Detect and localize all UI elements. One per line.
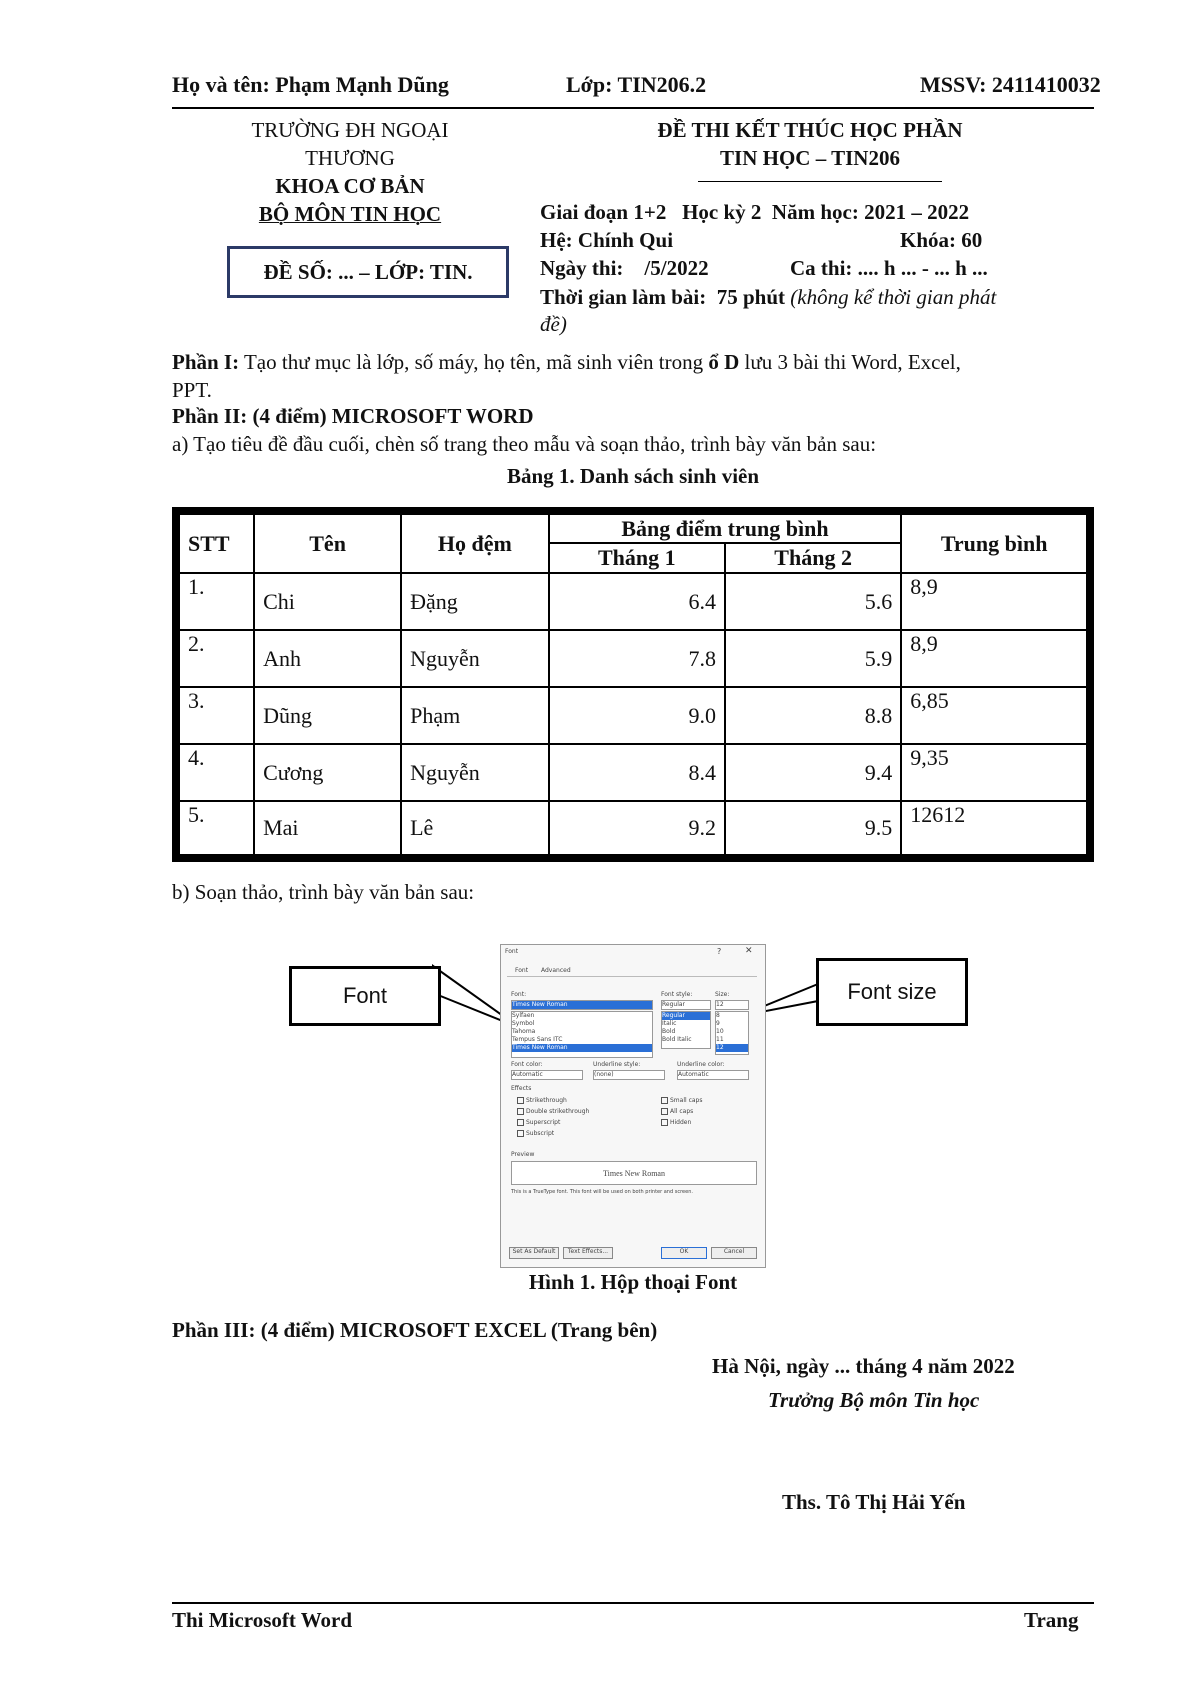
callout-font	[289, 966, 441, 1026]
cell-hodem: Phạm	[401, 687, 549, 744]
underline-color-value: Automatic	[678, 1071, 709, 1078]
cell-stt: 5.	[176, 801, 254, 858]
footer-left: Thi Microsoft Word	[172, 1608, 353, 1632]
callout-font-label: Font	[342, 983, 388, 1008]
part1-text: Tạo thư mục là lớp, số máy, họ tên, mã sinh viên trong	[239, 350, 709, 374]
department: BỘ MÔN TIN HỌC	[258, 202, 442, 226]
duration-label: Thời gian làm bài: 75 phút	[540, 285, 791, 309]
cell-ten: Mai	[254, 801, 401, 858]
part2-b: b) Soạn thảo, trình bày văn bản sau:	[172, 880, 475, 904]
underline-value: (none)	[594, 1071, 614, 1078]
cell-ten: Chi	[254, 573, 401, 630]
size-input[interactable]	[715, 1000, 749, 1010]
font-list-item[interactable]: Sylfaen	[512, 1012, 535, 1019]
callout-font-size-label: Font size	[847, 979, 937, 1004]
style-list[interactable]	[661, 1011, 711, 1049]
cell-avg: 8,9	[901, 630, 1090, 687]
signature-date: Hà Nội, ngày ... tháng 4 năm 2022	[712, 1354, 1015, 1378]
underline-label: Underline style:	[593, 1061, 641, 1068]
font-input[interactable]	[511, 1000, 653, 1010]
part3-title: Phần III: (4 điểm) MICROSOFT EXCEL (Trang bên)	[172, 1318, 658, 1342]
cell-month1: 6.4	[549, 573, 725, 630]
cancel-button[interactable]: Cancel	[711, 1247, 757, 1259]
cell-ten: Dũng	[254, 687, 401, 744]
font-label: Font:	[511, 991, 527, 998]
cell-ten: Anh	[254, 630, 401, 687]
cell-month2: 8.8	[725, 687, 901, 744]
callout-font-size	[816, 958, 968, 1026]
effect-checkbox[interactable]: Small caps	[661, 1095, 702, 1106]
font-color-label: Font color:	[511, 1061, 543, 1068]
effect-checkbox[interactable]: Strikethrough	[517, 1095, 589, 1106]
exam-shift: Ca thi: .... h ... - ... h ...	[790, 256, 988, 280]
signature-role: Trưởng Bộ môn Tin học	[768, 1388, 980, 1412]
close-icon[interactable]: ✕	[745, 946, 753, 956]
tab-advanced[interactable]: Advanced	[541, 967, 571, 974]
th-group: Bảng điểm trung bình	[549, 511, 902, 543]
cell-avg: 6,85	[901, 687, 1090, 744]
style-list-item[interactable]: Bold	[662, 1028, 676, 1035]
effect-checkbox[interactable]: All caps	[661, 1106, 702, 1117]
style-list-item[interactable]: Regular	[662, 1012, 710, 1020]
school-name-1: TRƯỜNG ĐH NGOẠI	[251, 118, 449, 142]
font-list-item[interactable]: Tempus Sans ITC	[512, 1036, 563, 1043]
style-label: Font style:	[661, 991, 693, 998]
effect-checkbox[interactable]: Double strikethrough	[517, 1106, 589, 1117]
effect-checkbox[interactable]: Hidden	[661, 1117, 702, 1128]
cell-ten: Cương	[254, 744, 401, 801]
footer-rule	[172, 1602, 1094, 1604]
cell-hodem: Đặng	[401, 573, 549, 630]
preview-label: Preview	[511, 1151, 535, 1158]
duration-note-2: đề)	[540, 312, 567, 336]
style-input-value: Regular	[662, 1001, 686, 1008]
cell-month2: 5.9	[725, 630, 901, 687]
faculty: KHOA CƠ BẢN	[275, 174, 425, 198]
style-list-item[interactable]: Italic	[662, 1020, 677, 1027]
figure-caption: Hình 1. Hộp thoại Font	[528, 1270, 738, 1294]
size-list-item[interactable]: 8	[716, 1012, 720, 1019]
cell-stt: 4.	[176, 744, 254, 801]
cell-month1: 9.2	[549, 801, 725, 858]
font-list[interactable]	[511, 1011, 653, 1058]
signature-name: Ths. Tô Thị Hải Yến	[782, 1490, 966, 1514]
underline-color-select[interactable]	[677, 1070, 749, 1080]
help-icon[interactable]: ?	[717, 947, 722, 956]
th-month2: Tháng 2	[725, 543, 901, 573]
cell-hodem: Nguyễn	[401, 630, 549, 687]
cell-stt: 2.	[176, 630, 254, 687]
cell-avg: 12612	[901, 801, 1090, 858]
th-hodem: Họ đệm	[401, 511, 549, 573]
tab-rule	[507, 976, 757, 977]
size-list-item[interactable]: 10	[716, 1028, 724, 1035]
set-default-button[interactable]: Set As Default	[509, 1247, 559, 1259]
school-name-2: THƯƠNG	[305, 146, 395, 170]
exam-system: Hệ: Chính Qui	[540, 228, 674, 252]
cell-avg: 8,9	[901, 573, 1090, 630]
header-class: Lớp: TIN206.2	[566, 72, 707, 97]
underline-color-label: Underline color:	[677, 1061, 725, 1068]
part1-label: Phần I:	[172, 350, 240, 374]
style-input[interactable]	[661, 1000, 711, 1010]
ok-button[interactable]: OK	[661, 1247, 707, 1259]
size-input-value: 12	[716, 1001, 724, 1008]
dialog-title: Font	[505, 948, 519, 955]
effects-label: Effects	[511, 1085, 532, 1092]
part2-a: a) Tạo tiêu đề đầu cuối, chèn số trang theo mẫu và soạn thảo, trình bày văn bản sau:	[172, 432, 877, 456]
preview-note: This is a TrueType font. This font will be used on both printer and screen.	[511, 1189, 693, 1195]
cell-month1: 8.4	[549, 744, 725, 801]
font-color-value: Automatic	[512, 1071, 543, 1078]
part2-title: Phần II: (4 điểm) MICROSOFT WORD	[172, 404, 534, 428]
font-list-item[interactable]: Times New Roman	[512, 1044, 652, 1052]
exam-title-line1: ĐỀ THI KẾT THÚC HỌC PHẦN	[657, 118, 963, 142]
cell-avg: 9,35	[901, 744, 1090, 801]
part1-drive: ổ D	[708, 350, 740, 374]
header-name: Họ và tên: Phạm Mạnh Dũng	[172, 72, 449, 97]
preview-box	[511, 1161, 757, 1185]
exam-title-line2: TIN HỌC – TIN206	[720, 146, 900, 170]
text-effects-button[interactable]: Text Effects...	[563, 1247, 613, 1259]
cell-month1: 9.0	[549, 687, 725, 744]
effect-checkbox[interactable]: Subscript	[517, 1128, 589, 1139]
effects-right	[661, 1095, 702, 1128]
font-input-value: Times New Roman	[512, 1001, 568, 1008]
cell-hodem: Lê	[401, 801, 549, 858]
size-list-item[interactable]: 11	[716, 1036, 724, 1043]
cell-hodem: Nguyễn	[401, 744, 549, 801]
cell-month2: 9.5	[725, 801, 901, 858]
header-student-id: MSSV: 2411410032	[920, 72, 1101, 97]
effect-checkbox[interactable]: Superscript	[517, 1117, 589, 1128]
cell-month1: 7.8	[549, 630, 725, 687]
tab-font[interactable]: Font	[515, 967, 529, 974]
effects-left	[517, 1095, 589, 1139]
duration-note: (không kể thời gian phát	[790, 285, 997, 309]
font-list-item[interactable]: Symbol	[512, 1020, 535, 1027]
underline-select[interactable]	[593, 1070, 665, 1080]
style-list-item[interactable]: Bold Italic	[662, 1036, 692, 1043]
cell-month2: 9.4	[725, 744, 901, 801]
preview-text: Times New Roman	[603, 1168, 665, 1178]
exam-course: Khóa: 60	[900, 228, 983, 252]
size-list-item[interactable]: 12	[716, 1044, 748, 1052]
exam-date: Ngày thi: /5/2022	[540, 256, 709, 280]
exam-number: ĐỀ SỐ: ... – LỚP: TIN.	[263, 259, 473, 284]
font-list-item[interactable]: Tahoma	[512, 1028, 536, 1035]
th-stt: STT	[176, 511, 254, 573]
size-list-item[interactable]: 9	[716, 1020, 720, 1027]
th-ten: Tên	[254, 511, 401, 573]
exam-phase: Giai đoạn 1+2 Học kỳ 2 Năm học: 2021 – 2022	[540, 200, 970, 224]
part1-text-2: lưu 3 bài thi Word, Excel,	[739, 350, 961, 374]
th-month1: Tháng 1	[549, 543, 725, 573]
cell-stt: 1.	[176, 573, 254, 630]
footer-page: Trang	[1024, 1608, 1079, 1632]
table-caption: Bảng 1. Danh sách sinh viên	[506, 464, 760, 488]
cell-stt: 3.	[176, 687, 254, 744]
size-label: Size:	[715, 991, 730, 998]
part1-text-3: PPT.	[172, 378, 212, 402]
cell-month2: 5.6	[725, 573, 901, 630]
th-avg: Trung bình	[901, 511, 1090, 573]
font-dialog	[500, 944, 766, 1268]
size-list[interactable]	[715, 1011, 749, 1055]
font-color-select[interactable]	[511, 1070, 583, 1080]
